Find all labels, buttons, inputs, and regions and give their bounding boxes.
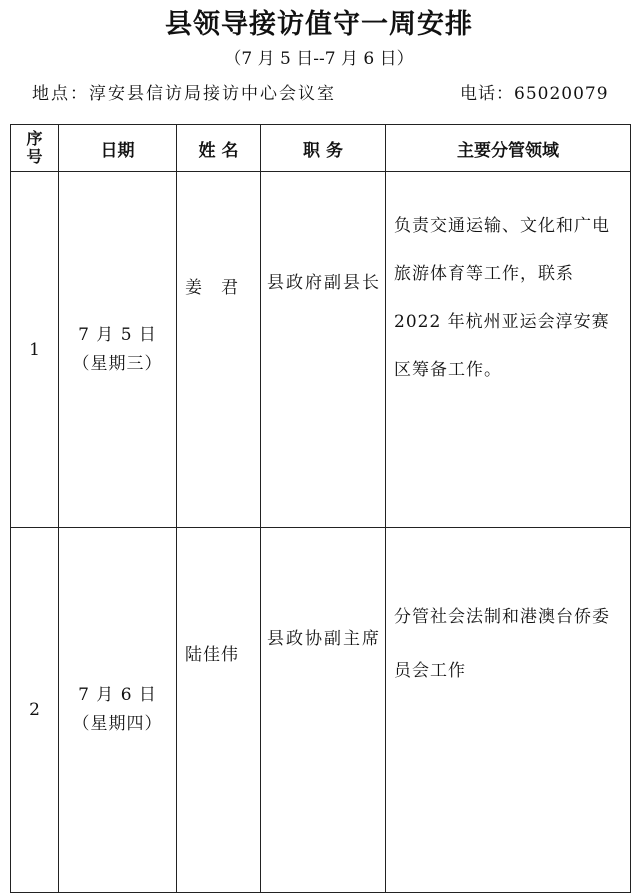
- cell-seq: 2: [11, 528, 59, 893]
- cell-name: 姜 君: [177, 172, 261, 528]
- cell-scope: 负责交通运输、文化和广电旅游体育等工作，联系 2022 年杭州亚运会淳安赛区筹备工作。: [386, 172, 631, 528]
- location-text: 地点：淳安县信访局接访中心会议室: [32, 84, 336, 104]
- cell-date: [59, 528, 177, 893]
- schedule-table: [10, 124, 631, 893]
- cell-date: [59, 172, 177, 528]
- header-seq-line2: 号: [26, 147, 43, 166]
- date-line2: （星期四）: [72, 714, 163, 734]
- cell-name: 陆佳伟: [177, 528, 261, 893]
- cell-scope: 分管社会法制和港澳台侨委员会工作: [386, 528, 631, 893]
- cell-post: 县政协副主席: [261, 528, 386, 893]
- date-line2: （星期三）: [72, 353, 163, 374]
- header-scope: 主要分管领域: [386, 125, 631, 172]
- table-header-row: [11, 125, 631, 172]
- header-seq: [11, 125, 59, 172]
- header-name: 姓 名: [177, 125, 261, 172]
- table-row: [11, 172, 631, 528]
- date-line1: 7 月 5 日: [78, 324, 157, 345]
- date-range-subtitle: （7 月 5 日--7 月 6 日）: [224, 49, 414, 69]
- page-title: 县领导接访值守一周安排: [165, 9, 473, 40]
- table-row: [11, 528, 631, 893]
- cell-seq: 1: [11, 172, 59, 528]
- date-line1: 7 月 6 日: [78, 685, 157, 705]
- header-seq-line1: 序: [26, 129, 43, 148]
- header-post: 职 务: [261, 125, 386, 172]
- header-date: 日期: [59, 125, 177, 172]
- cell-post: 县政府副县长: [261, 172, 386, 528]
- phone-text: 电话：65020079: [460, 84, 609, 104]
